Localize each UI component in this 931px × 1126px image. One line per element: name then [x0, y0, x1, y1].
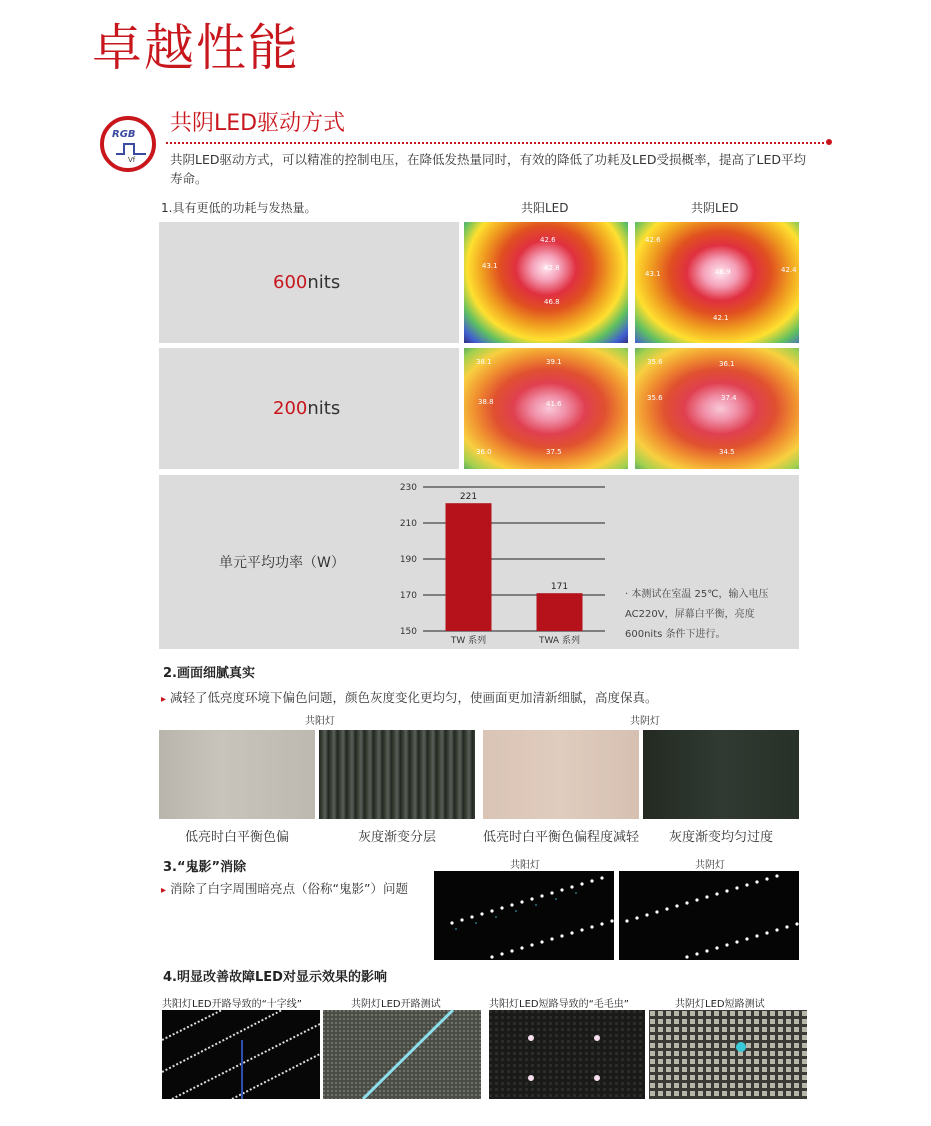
- thermal-600-anode: [464, 222, 628, 343]
- photo-open-cathode: [323, 1010, 481, 1099]
- thermal-200-cathode: [635, 348, 799, 469]
- data-label: 171: [550, 582, 569, 593]
- temp-value: 42.1: [713, 314, 729, 322]
- test-note: · 本测试在室温 25℃，输入电压 AC220V，屏幕白平衡，亮度 600nits 条件下进行。: [625, 589, 769, 640]
- col-header-cathode: 共阴LED: [691, 201, 739, 215]
- photo-ghost-cathode: [619, 871, 799, 960]
- part4-label-1: 共阳灯LED开路导致的“十字线”: [162, 999, 302, 1010]
- temp-value: 37.5: [546, 448, 562, 456]
- part3-desc: ▸ 消除了白字周围暗亮点（俗称“鬼影”）问题: [161, 879, 408, 897]
- pulse-icon: [116, 142, 146, 156]
- power-label: 单元平均功率（W）: [219, 555, 345, 571]
- temp-value: 35.6: [647, 394, 663, 402]
- caption-2: 灰度渐变分层: [357, 830, 436, 845]
- part4-label-2: 共阴灯LED开路测试: [351, 999, 441, 1010]
- data-label: 221: [459, 492, 478, 503]
- bar: [446, 503, 492, 631]
- photo-short-cathode: [649, 1010, 807, 1099]
- power-bar-chart: [389, 477, 619, 649]
- y-tick-label: 230: [399, 483, 417, 493]
- thermal-600-cathode: [635, 222, 799, 343]
- y-tick-label: 150: [399, 627, 417, 637]
- logo-sub: Vf: [128, 156, 136, 164]
- temp-value: 36.0: [476, 448, 492, 456]
- temp-value: 46.9: [715, 268, 731, 276]
- temp-value: 38.1: [476, 358, 492, 366]
- part3-title: 3.“鬼影”消除: [163, 860, 247, 875]
- photo-open-anode: [162, 1010, 320, 1099]
- part4-label-3: 共阳灯LED短路导致的“毛毛虫”: [489, 999, 629, 1010]
- caption-1: 低亮时白平衡色偏: [184, 830, 289, 845]
- row-600-label-panel: [159, 222, 459, 343]
- temp-value: 34.5: [719, 448, 735, 456]
- divider-dot: [826, 139, 832, 145]
- temp-value: 39.1: [546, 358, 562, 366]
- part2-hdr-cathode: 共阴灯: [630, 716, 660, 727]
- photo-wb-anode: [159, 730, 315, 819]
- y-tick-label: 210: [399, 519, 417, 529]
- photo-wb-cathode: [483, 730, 639, 819]
- part1-label: 1.具有更低的功耗与发热量。: [161, 201, 317, 215]
- part4-title: 4.明显改善故障LED对显示效果的影响: [163, 970, 387, 985]
- temp-value: 43.1: [645, 270, 661, 278]
- part3-hdr-anode: 共阳灯: [510, 860, 540, 871]
- col-header-anode: 共阳LED: [521, 201, 569, 215]
- logo-text: RGB: [112, 129, 136, 140]
- caption-3: 低亮时白平衡色偏程度减轻: [483, 830, 640, 845]
- bar: [537, 593, 583, 631]
- photo-short-anode: [489, 1010, 645, 1099]
- temp-value: 36.1: [719, 360, 735, 368]
- x-tick-label: TW 系列: [450, 636, 487, 646]
- photo-gray-cathode: [643, 730, 799, 819]
- part2-title: 2.画面细腻真实: [163, 666, 255, 681]
- section-intro: 共阴LED驱动方式，可以精准的控制电压，在降低发热量同时，有效的降低了功耗及LED受损概率，提高了LED平均寿命。: [170, 152, 806, 186]
- thermal-200-anode: [464, 348, 628, 469]
- y-tick-label: 190: [399, 555, 417, 565]
- row-200-label-panel: [159, 348, 459, 469]
- nits-600: 600nits: [273, 272, 341, 293]
- dotted-divider: [166, 142, 824, 144]
- part3-hdr-cathode: 共阴灯: [695, 860, 725, 871]
- temp-value: 41.6: [546, 400, 562, 408]
- temp-value: 38.8: [478, 398, 494, 406]
- caption-4: 灰度渐变均匀过度: [668, 830, 773, 845]
- temp-value: 35.6: [647, 358, 663, 366]
- section-title: 共阴LED驱动方式: [170, 111, 346, 136]
- temp-value: 43.1: [482, 262, 498, 270]
- temp-value: 46.8: [544, 298, 560, 306]
- part2-desc: ▸ 减轻了低亮度环境下偏色问题，颜色灰度变化更均匀，使画面更加清新细腻，高度保真。: [161, 688, 658, 706]
- nits-200: 200nits: [273, 398, 341, 419]
- photo-ghost-anode: [434, 871, 614, 960]
- photo-gray-anode: [319, 730, 475, 819]
- y-tick-label: 170: [399, 591, 417, 601]
- page-title: 卓越性能: [92, 19, 300, 77]
- part4-label-4: 共阴灯LED短路测试: [675, 999, 765, 1010]
- power-chart-panel: [159, 475, 799, 649]
- temp-value: 42.6: [645, 236, 661, 244]
- temp-value: 42.4: [781, 266, 797, 274]
- part2-hdr-anode: 共阳灯: [305, 716, 335, 727]
- x-tick-label: TWA 系列: [539, 636, 580, 646]
- temp-value: 42.8: [544, 264, 560, 272]
- temp-value: 37.4: [721, 394, 737, 402]
- rgb-vf-logo: [100, 116, 156, 172]
- temp-value: 42.6: [540, 236, 556, 244]
